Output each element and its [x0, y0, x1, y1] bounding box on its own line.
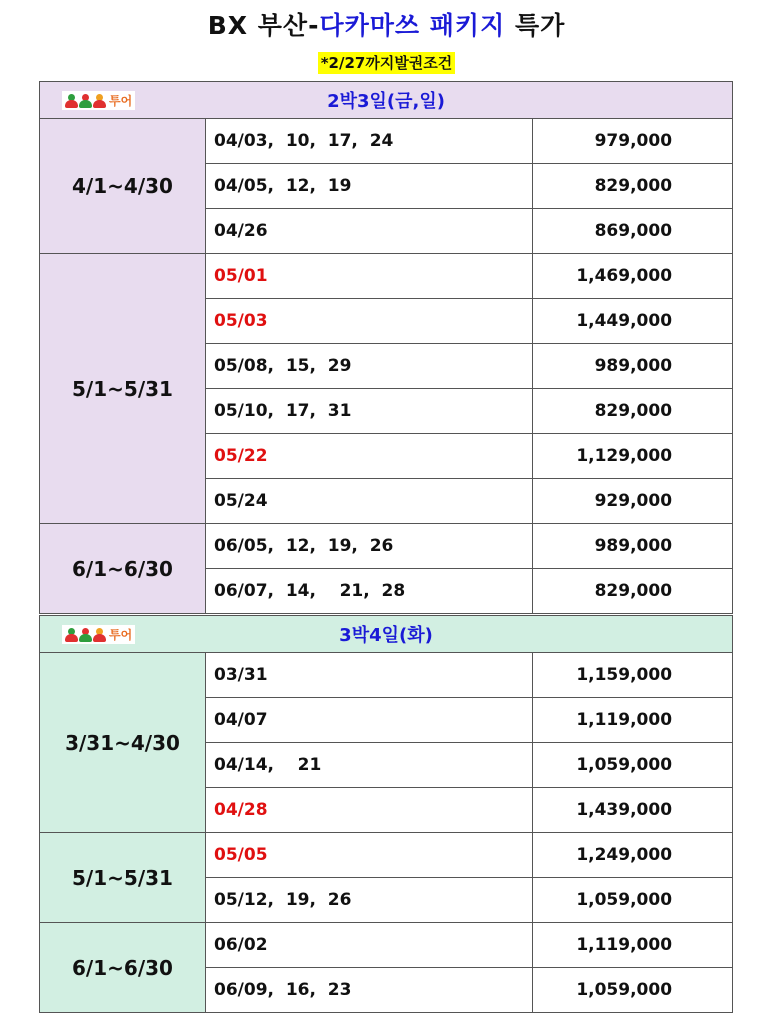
page-title	[0, 6, 773, 42]
logo-text: 투어	[109, 628, 133, 642]
price-cell: 1,129,000	[533, 434, 733, 479]
section-heading	[40, 82, 733, 119]
departure-dates-cell: 04/05, 12, 19	[206, 164, 533, 209]
price-cell: 1,059,000	[533, 743, 733, 788]
table-row	[40, 653, 733, 698]
logo-figure-icon	[93, 628, 106, 642]
price-cell: 1,159,000	[533, 653, 733, 698]
section-heading	[40, 616, 733, 653]
table-row	[40, 524, 733, 569]
price-cell: 869,000	[533, 209, 733, 254]
table-row	[40, 254, 733, 299]
departure-dates-cell: 04/07	[206, 698, 533, 743]
note-container	[0, 52, 773, 74]
section-header-row	[40, 82, 733, 119]
departure-dates-cell: 06/09, 16, 23	[206, 968, 533, 1013]
departure-dates-cell: 05/03	[206, 299, 533, 344]
price-cell: 829,000	[533, 569, 733, 614]
departure-dates-cell: 05/10, 17, 31	[206, 389, 533, 434]
price-cell: 1,439,000	[533, 788, 733, 833]
period-cell: 3/31~4/30	[40, 653, 206, 833]
title-suffix: 특가	[505, 11, 566, 40]
departure-dates-cell: 05/12, 19, 26	[206, 878, 533, 923]
logo-figure-icon	[65, 94, 78, 108]
logo-figure-icon	[93, 94, 106, 108]
departure-dates-cell: 05/24	[206, 479, 533, 524]
departure-dates-cell: 04/28	[206, 788, 533, 833]
price-cell: 979,000	[533, 119, 733, 164]
price-cell: 1,119,000	[533, 698, 733, 743]
departure-dates-cell: 04/14, 21	[206, 743, 533, 788]
table-row	[40, 119, 733, 164]
logo-figure-icon	[79, 628, 92, 642]
table-row	[40, 923, 733, 968]
period-cell: 4/1~4/30	[40, 119, 206, 254]
tour-logo	[62, 91, 135, 110]
title-highlight: 다카마쓰 패키지	[319, 11, 506, 40]
title-prefix: BX 부산-	[207, 11, 320, 40]
departure-dates-cell: 06/07, 14, 21, 28	[206, 569, 533, 614]
ticketing-deadline-note: *2/27까지발권조건	[318, 52, 456, 74]
tour-logo	[62, 625, 135, 644]
departure-dates-cell: 04/03, 10, 17, 24	[206, 119, 533, 164]
departure-dates-cell: 05/08, 15, 29	[206, 344, 533, 389]
price-cell: 1,059,000	[533, 968, 733, 1013]
logo-figure-icon	[79, 94, 92, 108]
section-header-row	[40, 616, 733, 653]
departure-dates-cell: 03/31	[206, 653, 533, 698]
package-table-2n3d	[39, 81, 733, 614]
logo-text: 투어	[109, 94, 133, 108]
price-cell: 829,000	[533, 389, 733, 434]
package-table-3n4d	[39, 615, 733, 1013]
period-cell: 5/1~5/31	[40, 833, 206, 923]
price-cell: 1,119,000	[533, 923, 733, 968]
departure-dates-cell: 04/26	[206, 209, 533, 254]
period-cell: 5/1~5/31	[40, 254, 206, 524]
period-cell: 6/1~6/30	[40, 923, 206, 1013]
departure-dates-cell: 05/01	[206, 254, 533, 299]
price-cell: 989,000	[533, 344, 733, 389]
table-row	[40, 833, 733, 878]
logo-figure-icon	[65, 628, 78, 642]
departure-dates-cell: 05/05	[206, 833, 533, 878]
price-cell: 1,449,000	[533, 299, 733, 344]
period-cell: 6/1~6/30	[40, 524, 206, 614]
price-cell: 989,000	[533, 524, 733, 569]
price-cell: 1,469,000	[533, 254, 733, 299]
departure-dates-cell: 06/02	[206, 923, 533, 968]
price-cell: 1,249,000	[533, 833, 733, 878]
departure-dates-cell: 05/22	[206, 434, 533, 479]
price-cell: 929,000	[533, 479, 733, 524]
price-cell: 829,000	[533, 164, 733, 209]
section-heading-label: 3박4일(화)	[339, 625, 433, 646]
section-heading-label: 2박3일(금,일)	[327, 91, 445, 112]
price-cell: 1,059,000	[533, 878, 733, 923]
departure-dates-cell: 06/05, 12, 19, 26	[206, 524, 533, 569]
